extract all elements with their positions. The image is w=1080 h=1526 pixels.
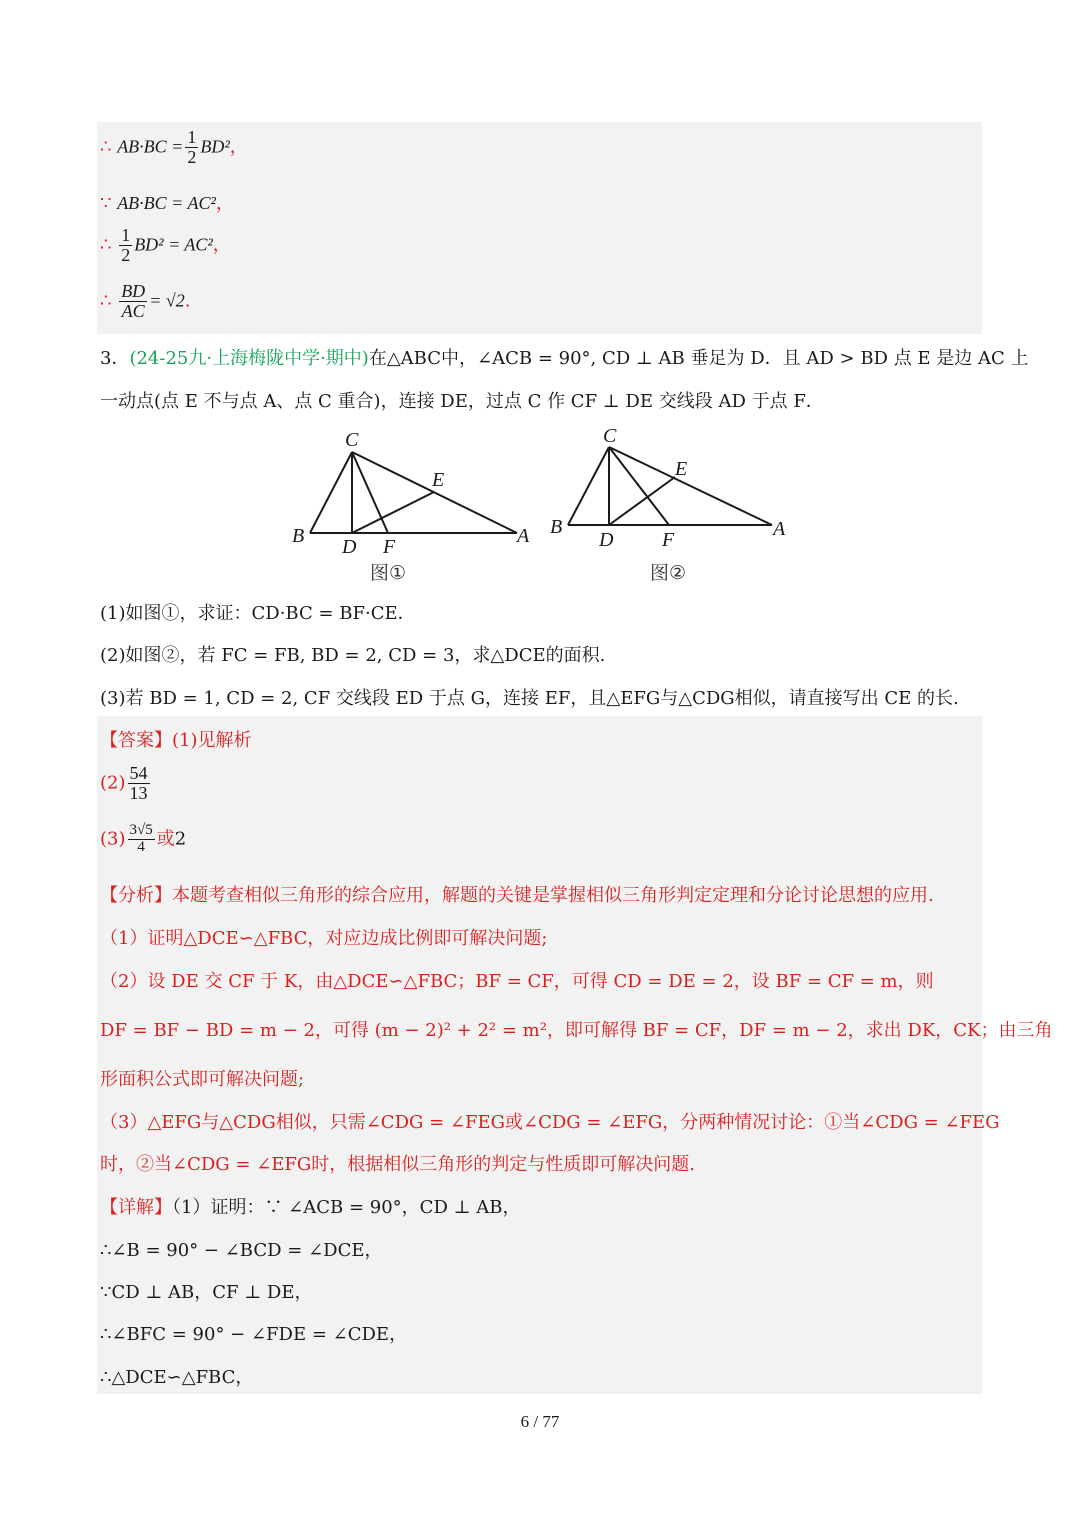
figure-1-caption: 图① <box>370 562 407 584</box>
answer-tag: 【答案】 <box>100 730 172 751</box>
label-E: E <box>432 469 445 491</box>
figure-2 <box>545 420 795 590</box>
seg-CA <box>609 447 772 525</box>
problem-source: (24-25九·上海梅陇中学·期中) <box>129 348 369 369</box>
label-B: B <box>550 516 563 538</box>
seg-CF <box>352 452 388 533</box>
detail-line-1: 【详解】（1）证明：∵ ∠ACB = 90°，CD ⊥ AB， <box>100 1197 521 1218</box>
seg-DE <box>609 477 675 525</box>
detail-line-2: ∴∠B = 90° − ∠BCD = ∠DCE， <box>100 1240 383 1261</box>
label-F: F <box>383 536 396 558</box>
problem-number: 3． <box>100 348 130 369</box>
proof-line-1: ∴ AB·BC = $\frac{1}{2}$ BD²， <box>100 127 248 167</box>
analysis-p2b: DF = BF − BD = m − 2，可得 (m − 2)² + 2² = m²，即可解得 BF = CF，DF = m − 2，求出 DK，CK；由三角 <box>100 1020 1053 1041</box>
analysis-p1: （1）证明△DCE∽△FBC，对应边成比例即可解决问题; <box>100 928 548 949</box>
problem-stem-2: 一动点(点 E 不与点 A、点 C 重合)，连接 DE，过点 C 作 CF ⊥ DE 交线段 AD 于点 F． <box>100 391 824 412</box>
detail-line-3: ∵CD ⊥ AB，CF ⊥ DE， <box>100 1282 313 1303</box>
figure-2-caption: 图② <box>650 562 687 584</box>
answer-line-2: (2) $\frac{54}{13}$ <box>100 763 148 803</box>
proof-line-4: ∴ $\frac{BD}{AC}$ = √2. <box>100 281 191 321</box>
answer-line-3: (3) $\frac{3√5}{4}$ 或2 <box>100 822 187 855</box>
detail-line-4: ∴∠BFC = 90° − ∠FDE = ∠CDE， <box>100 1324 408 1345</box>
analysis-p3a: （3）△EFG与△CDG相似，只需∠CDG = ∠FEG或∠CDG = ∠EFG，分两种情况讨论：①当∠CDG = ∠FEG <box>100 1112 1000 1133</box>
seg-CF <box>609 447 669 525</box>
question-2: (2)如图②，若 FC = FB, BD = 2, CD = 3，求△DCE的面积. <box>100 645 606 666</box>
proof-line-3: ∴ $\frac{1}{2}$ BD² = AC²， <box>100 225 231 265</box>
question-3: (3)若 BD = 1, CD = 2, CF 交线段 ED 于点 G，连接 EF，且△EFG与△CDG相似，请直接写出 CE 的长. <box>100 688 959 709</box>
label-F: F <box>662 529 675 551</box>
label-A: A <box>517 525 530 547</box>
label-C: C <box>603 425 617 447</box>
problem-stem-1: 3．(24-25九·上海梅陇中学·期中)在△ABC中，∠ACB = 90°, CD ⊥ AB 垂足为 D．且 AD > BD 点 E 是边 AC 上 <box>100 348 1029 369</box>
analysis-p2a: （2）设 DE 交 CF 于 K，由△DCE∽△FBC；BF = CF，可得 CD = DE = 2，设 BF = CF = m，则 <box>100 971 934 992</box>
detail-line-5: ∴△DCE∽△FBC， <box>100 1367 254 1388</box>
label-A: A <box>773 518 786 540</box>
label-D: D <box>342 536 357 558</box>
analysis-p3b: 时，②当∠CDG = ∠EFG时，根据相似三角形的判定与性质即可解决问题. <box>100 1154 695 1175</box>
label-E: E <box>675 458 688 480</box>
analysis-p2c: 形面积公式即可解决问题; <box>100 1069 305 1090</box>
detail-tag: 【详解】 <box>100 1197 172 1218</box>
label-C: C <box>345 429 359 451</box>
analysis-intro: 【分析】本题考查相似三角形的综合应用，解题的关键是掌握相似三角形判定定理和分论讨论思想的应用. <box>100 885 934 906</box>
label-B: B <box>292 525 305 547</box>
question-1: (1)如图①，求证：CD·BC = BF·CE． <box>100 603 416 624</box>
answer-line-1: 【答案】(1)见解析 <box>100 730 252 751</box>
seg-BC <box>568 447 609 525</box>
seg-BC <box>310 452 352 533</box>
label-D: D <box>599 529 614 551</box>
seg-DE <box>352 492 434 533</box>
page-number: 6 / 77 <box>520 1412 560 1431</box>
figure-1 <box>285 420 535 590</box>
proof-line-2: ∵ AB·BC = AC²， <box>100 193 234 214</box>
analysis-tag: 【分析】 <box>100 885 172 906</box>
